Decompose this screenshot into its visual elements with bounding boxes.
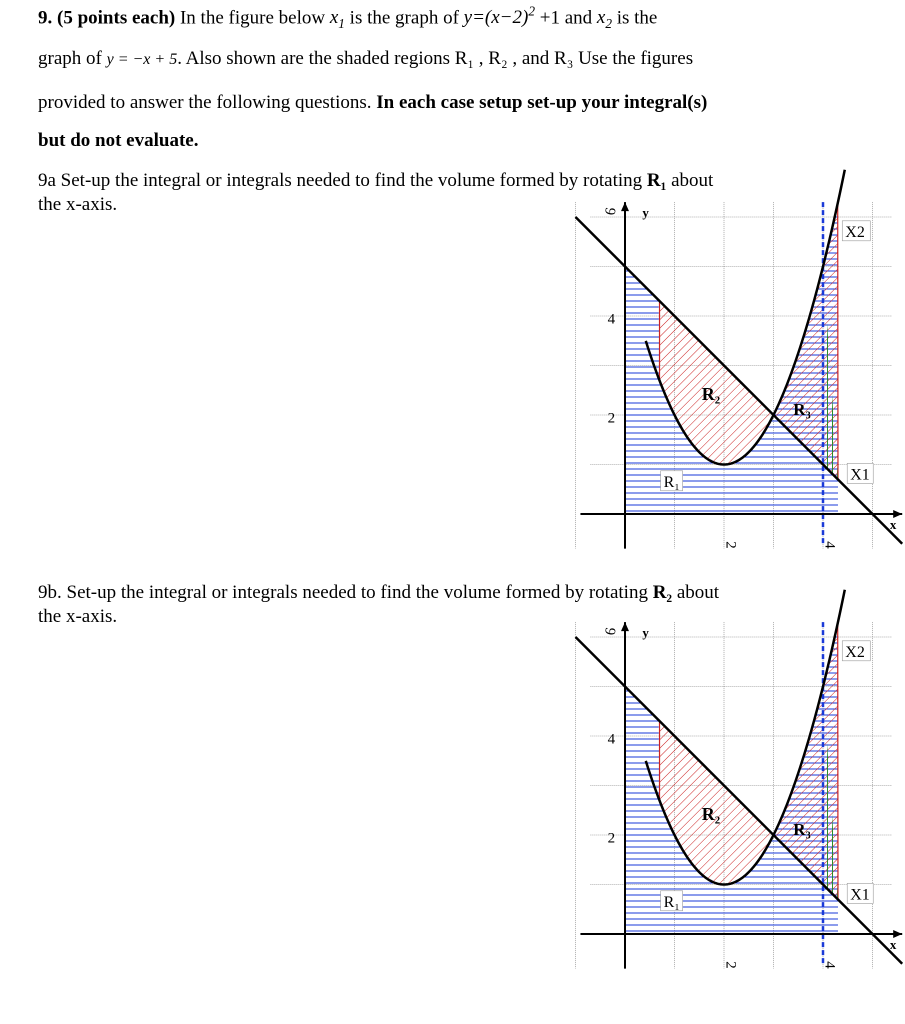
problem-points: (5 points each): [57, 7, 176, 29]
problem-text-3b: In each case setup set-up your integral(s): [376, 92, 708, 113]
x1-symbol: $x_1$: [329, 7, 345, 32]
y-tick-4: 4: [607, 311, 616, 328]
problem-text-2a: graph of: [38, 48, 102, 69]
equation-1-tail: +1 and: [539, 7, 593, 29]
figure-9b: [535, 625, 897, 978]
x-tick-2: 2: [722, 961, 739, 969]
problem-line-1: [38, 4, 657, 32]
label-x2: X2: [845, 643, 865, 661]
problem-line-4: but do not evaluate.: [38, 130, 199, 151]
y-axis-label: y: [642, 625, 649, 640]
problem-text-3a: provided to answer the following questions.: [38, 92, 372, 113]
label-x1: X1: [850, 886, 870, 904]
label-r2: R₂: [701, 384, 721, 405]
part-b-line-1: [38, 582, 719, 604]
part-a-text: 9a Set-up the integral or integrals needed to find the volume formed by rotating: [38, 170, 643, 191]
part-b-line-2: the x-axis.: [38, 606, 118, 627]
label-r2: R₂: [701, 804, 721, 825]
y-tick-6: 6: [602, 206, 620, 217]
part-a-line-1: [38, 170, 713, 192]
y-axis-arrow: [621, 622, 629, 631]
label-r1: R₁: [663, 473, 680, 491]
y-tick-6: 6: [602, 626, 620, 637]
label-r1: R₁: [663, 893, 680, 911]
problem-text-1a: In the figure below: [179, 7, 326, 29]
x-tick-4: 4: [821, 961, 838, 969]
y-tick-2: 2: [607, 830, 616, 847]
x-tick-2: 2: [722, 541, 739, 549]
label-r3: R₃: [793, 400, 811, 419]
label-x2: X2: [845, 223, 865, 241]
x-axis-label: x: [889, 936, 897, 952]
problem-line-2: [38, 48, 693, 70]
problem-text-1c: is the: [616, 7, 658, 29]
x-axis-label: x: [889, 516, 897, 532]
part-a-region: R₁: [646, 170, 667, 191]
part-a-line-2: the x-axis.: [38, 194, 118, 215]
label-x1: X1: [850, 466, 870, 484]
part-b-about: about: [676, 582, 720, 603]
y-tick-4: 4: [607, 731, 616, 748]
problem-text-2b: . Also shown are the shaded regions R₁ , R₂ , and R₃ Use the figures: [177, 48, 694, 69]
y-axis-label: y: [642, 205, 649, 220]
x2-symbol: $x_2$: [596, 7, 612, 32]
problem-text-1b: is the graph of: [349, 7, 459, 29]
y-tick-2: 2: [607, 410, 616, 427]
part-b-text: 9b. Set-up the integral or integrals needed to find the volume formed by rotating: [38, 582, 648, 603]
problem-line-3: [38, 92, 707, 114]
equation-2: y = −x + 5: [106, 51, 178, 68]
problem-number: 9.: [38, 7, 53, 29]
x-tick-4: 4: [821, 541, 838, 549]
part-b-region: R₂: [652, 582, 673, 603]
part-a-about: about: [671, 170, 714, 191]
figure-9a: [535, 205, 897, 554]
equation-1: $y=(x-2)^2$: [463, 4, 535, 29]
label-r3: R₃: [793, 820, 811, 839]
y-axis-arrow: [621, 202, 629, 211]
